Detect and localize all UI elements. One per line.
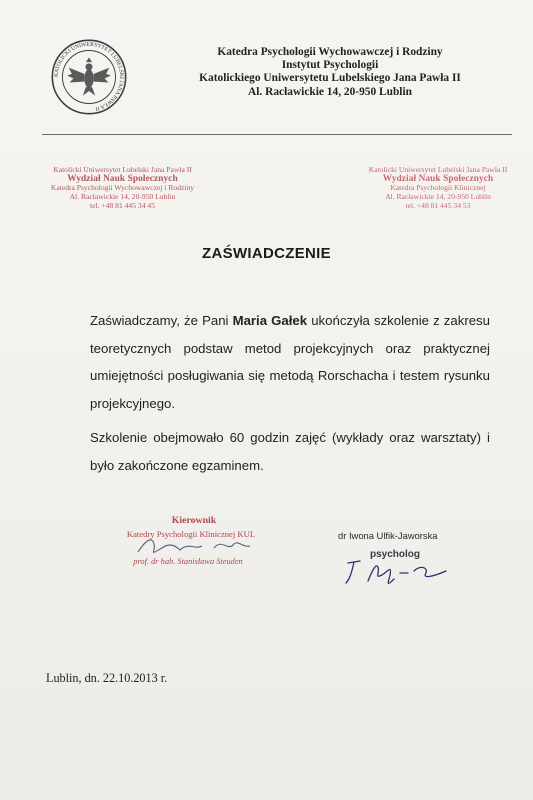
stamp-left-phone: tel. +48 81 445 34 45 [89, 200, 156, 210]
stamp-left-faculty: Wydział Nauk Społecznych [67, 173, 178, 184]
letterhead-department: Katedra Psychologii Wychowawczej i Rodziny [217, 46, 443, 58]
header-divider [42, 134, 512, 135]
recipient-name: Maria Gałek [232, 313, 308, 328]
signature-right-icon [342, 555, 452, 589]
signature-left-icon [118, 530, 268, 560]
document-title: ZAŚWIADCZENIE [202, 245, 331, 262]
university-seal-icon [50, 38, 128, 116]
body-paragraph-2: Szkolenie obejmowało 60 godzin zajęć (wykłady oraz warsztaty) i było zakończone egzaminem. [90, 430, 490, 473]
signatory-right-name: dr Iwona Ulfik-Jaworska [338, 530, 438, 541]
stamp-right-faculty: Wydział Nauk Społecznych [382, 173, 494, 184]
stamp-right [352, 166, 524, 211]
stamp-right-phone: tel. +48 81 445 34 53 [405, 200, 471, 210]
stamp-left [30, 166, 215, 211]
stamp-left-address: Al. Racławickie 14, 20-950 Lublin [69, 191, 176, 201]
signatory-left-title: Kierownik [171, 515, 217, 526]
place-and-date: Lublin, dn. 22.10.2013 r. [46, 671, 168, 685]
letterhead-institute: Instytut Psychologii [281, 59, 379, 72]
letterhead-university: Katolickiego Uniwersytetu Lubelskiego Jana Pawła II [199, 72, 461, 85]
stamp-left-department: Katedra Psychologii Wychowawczej i Rodziny [50, 182, 195, 192]
seal-ring-text: KATOLICKI UNIWERSYTET LUBELSKI JANA PAWŁA II [53, 41, 125, 112]
stamp-right-address: Al. Racławickie 14, 20-950 Lublin [385, 191, 491, 201]
stamp-right-university: Katolicki Uniwersytet Lubelski Jana Pawła II [368, 165, 508, 174]
letterhead-address: Al. Racławickie 14, 20-950 Lublin [248, 85, 412, 98]
stamp-left-university: Katolicki Uniwersytet Lubelski Jana Pawła II [53, 165, 192, 174]
certificate-body [90, 307, 490, 479]
letterhead [150, 46, 510, 99]
body-paragraph-1 [90, 307, 490, 417]
stamp-right-department: Katedra Psychologii Klinicznej [390, 182, 486, 192]
body-p1-rest: ukończyła szkolenie z zakresu teoretycznych podstaw metod projekcyjnych oraz praktycznej umiejętności posługiwania się metodą Rorschacha i testem rysunku projekcyjnego. [90, 313, 490, 411]
body-p1-intro: Zaświadczamy, że Pani [90, 313, 233, 328]
signatory-left-department: Katedry Psychologii Klinicznej KUL [126, 529, 256, 539]
signatory-left-name: prof. dr hab. Stanisława Steuden [133, 557, 243, 566]
signatory-right-role: psycholog [370, 549, 421, 560]
